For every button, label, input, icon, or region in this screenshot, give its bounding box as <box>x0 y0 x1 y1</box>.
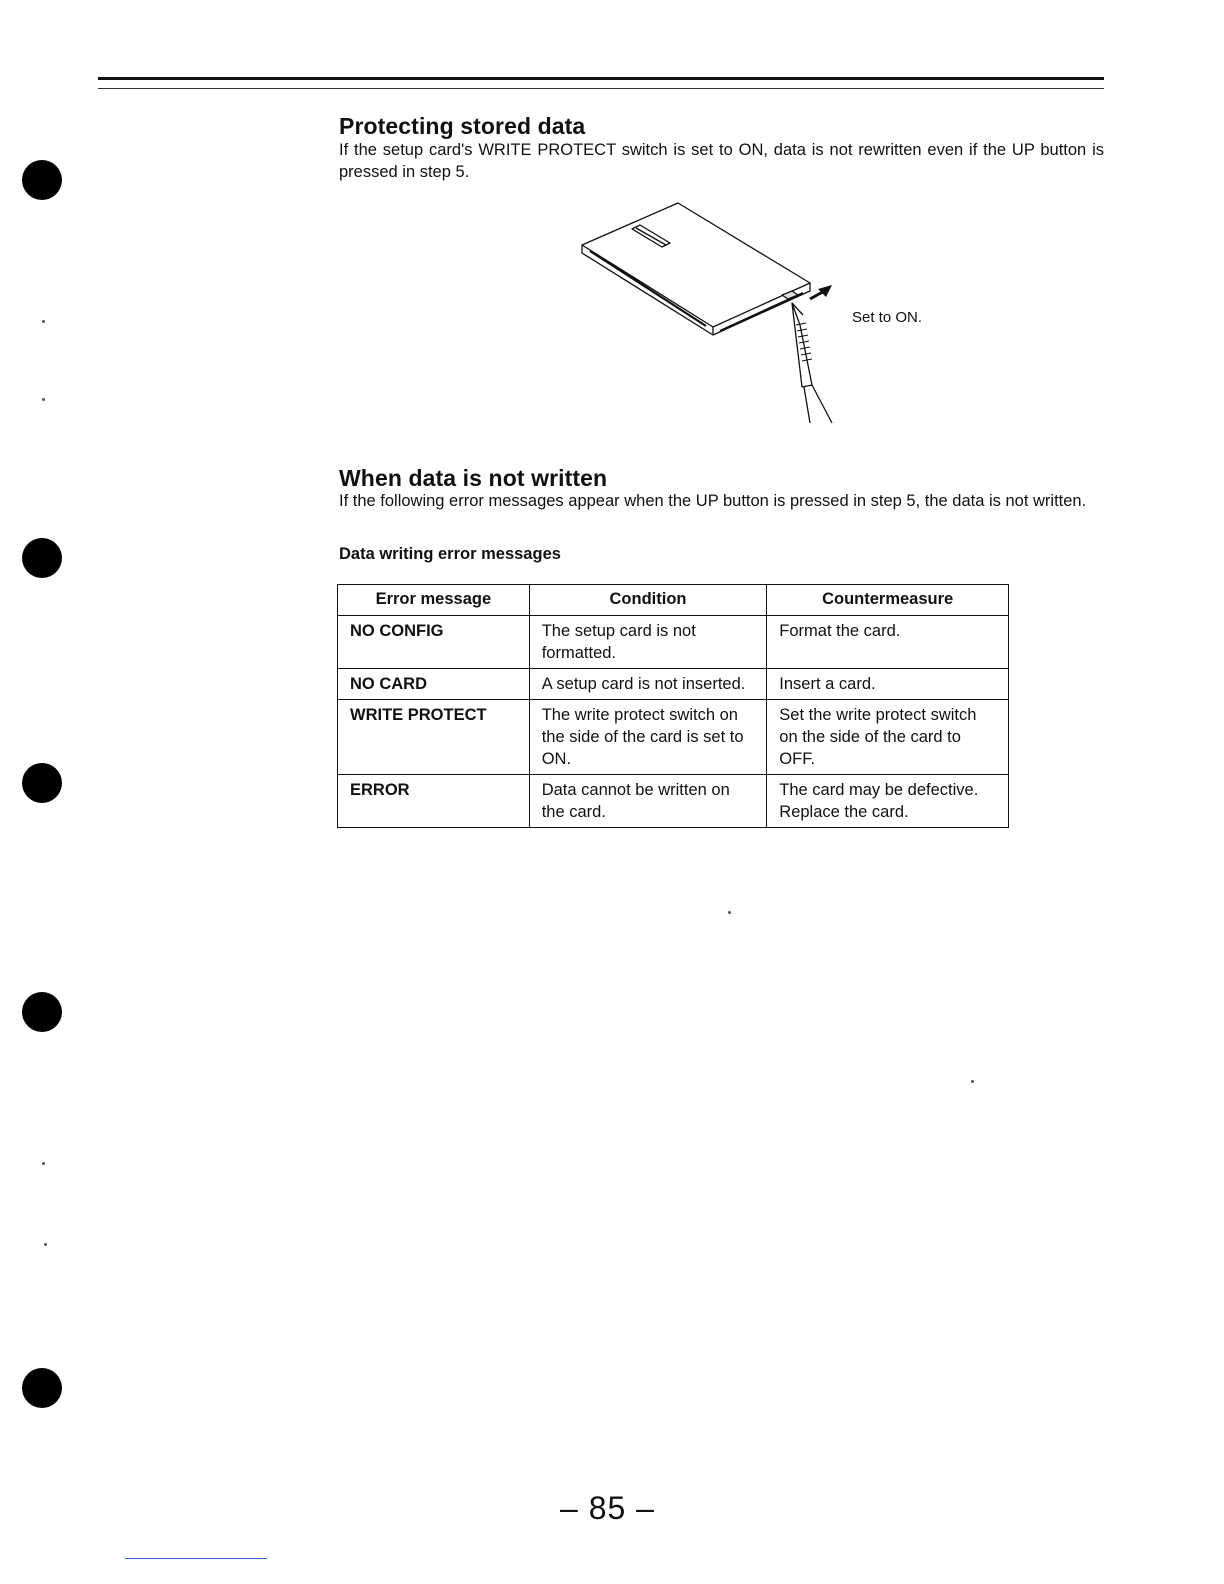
error-message-cell: ERROR <box>338 775 530 828</box>
countermeasure-cell: Set the write protect switch on the side of the card to OFF. <box>767 700 1009 775</box>
error-message-cell: WRITE PROTECT <box>338 700 530 775</box>
column-header: Condition <box>529 585 767 616</box>
figure-label: Set to ON. <box>852 309 923 326</box>
punch-hole <box>22 992 62 1032</box>
scan-speck <box>42 320 45 323</box>
table-title: Data writing error messages <box>339 545 561 563</box>
section-heading-protecting: Protecting stored data <box>339 113 586 139</box>
table-header-row <box>338 585 1009 616</box>
section-body-protecting: If the setup card's WRITE PROTECT switch is set to ON, data is not rewritten even if the UP button is pressed in step 5. <box>339 141 1104 181</box>
section-body-not-written: If the following error messages appear when the UP button is pressed in step 5, the data is not written. <box>339 492 1087 510</box>
countermeasure-cell: Insert a card. <box>767 669 1009 700</box>
error-message-cell: NO CARD <box>338 669 530 700</box>
countermeasure-cell: The card may be defective. Replace the card. <box>767 775 1009 828</box>
condition-cell: The setup card is not formatted. <box>529 616 767 669</box>
column-header: Countermeasure <box>767 585 1009 616</box>
scan-speck <box>42 398 45 401</box>
column-header: Error message <box>338 585 530 616</box>
scan-speck <box>44 1243 47 1246</box>
table-row <box>338 669 1009 700</box>
table-row <box>338 700 1009 775</box>
punch-hole <box>22 763 62 803</box>
page-number: – 85 – <box>560 1490 655 1526</box>
condition-cell: The write protect switch on the side of the card is set to ON. <box>529 700 767 775</box>
footer-link-underline <box>125 1558 267 1559</box>
card-write-protect-illustration <box>570 195 870 430</box>
scan-speck <box>971 1080 974 1083</box>
header-rule-thick <box>98 77 1104 80</box>
punch-hole <box>22 160 62 200</box>
punch-hole <box>22 538 62 578</box>
error-messages-table <box>337 584 1009 828</box>
header-rule-thin <box>98 88 1104 89</box>
error-message-cell: NO CONFIG <box>338 616 530 669</box>
condition-cell: Data cannot be written on the card. <box>529 775 767 828</box>
table-row <box>338 616 1009 669</box>
punch-hole <box>22 1368 62 1408</box>
condition-cell: A setup card is not inserted. <box>529 669 767 700</box>
scan-speck <box>728 911 731 914</box>
countermeasure-cell: Format the card. <box>767 616 1009 669</box>
scan-speck <box>42 1162 45 1165</box>
table-row <box>338 775 1009 828</box>
section-heading-not-written: When data is not written <box>339 465 608 491</box>
